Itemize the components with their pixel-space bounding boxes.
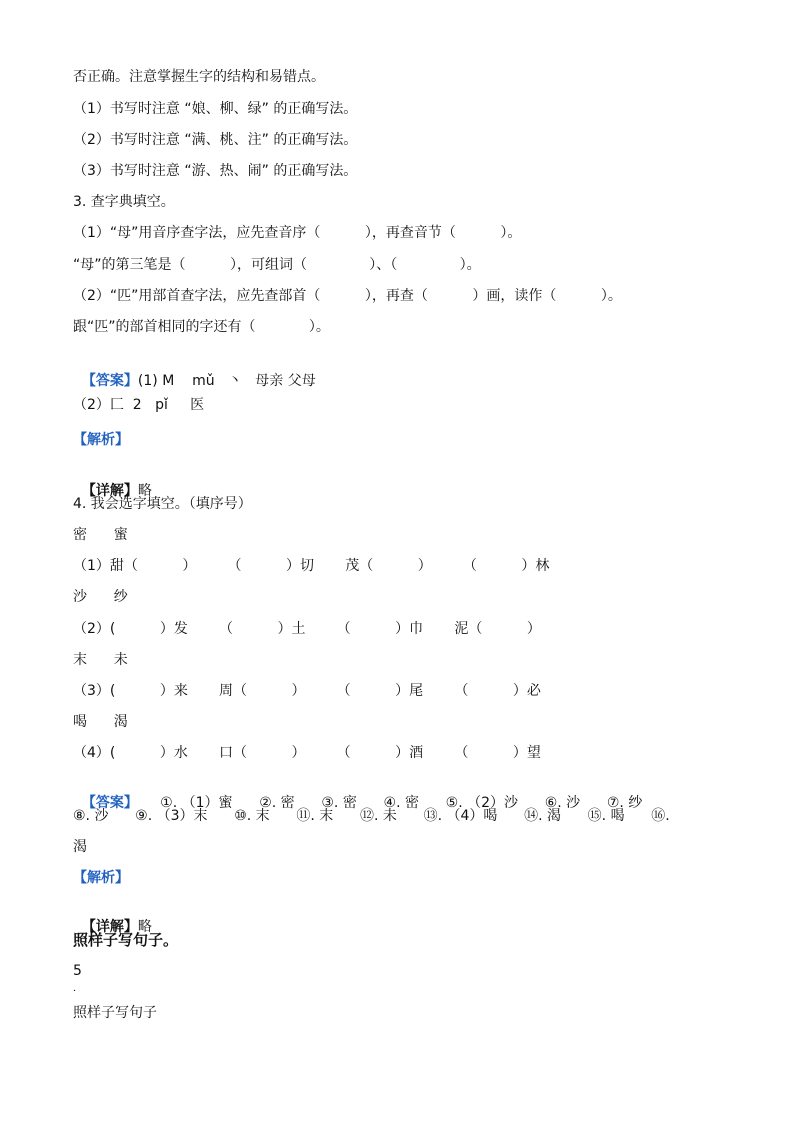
detail-label: 【详解】 xyxy=(81,483,138,499)
answer-label: 【答案】 xyxy=(81,373,138,389)
answer-text: ①. （1）蜜 ②. 密 ③. 密 ④. 密 ⑤. （2）沙 ⑥. 沙 ⑦. 纱 xyxy=(137,795,643,811)
section-heading: 照样子写句子。 xyxy=(73,931,179,949)
text-line: （1）书写时注意 “娘、柳、绿” 的正确写法。 xyxy=(73,101,358,117)
question-line: 跟“匹”的部首相同的字还有（ ）。 xyxy=(73,319,330,335)
analysis-label: 【解析】 xyxy=(73,870,129,886)
question-title: 3. 查字典填空。 xyxy=(73,194,175,210)
answer-label: 【答案】 xyxy=(81,795,138,811)
char-pair: 喝 渴 xyxy=(73,714,128,730)
char-pair: 沙 纱 xyxy=(73,589,128,605)
text-line: （3）书写时注意 “游、热、闹” 的正确写法。 xyxy=(73,163,358,179)
question-number: 5 xyxy=(73,963,82,979)
detail-label: 【详解】 xyxy=(81,919,138,935)
answer-text: (1) M mǔ 丶 母亲 父母 xyxy=(137,373,316,389)
question-line: （1）甜（ ） （ ）切 茂（ ） （ ）林 xyxy=(73,558,550,574)
text-line: 否正确。注意掌握生字的结构和易错点。 xyxy=(73,69,325,85)
question-line: （2）“匹”用部首查字法，应先查部首（ ），再查（ ）画，读作（ ）。 xyxy=(73,288,622,304)
question-title: 4. 我会选字填空。（填序号） xyxy=(73,496,252,512)
answer-line: （2）匚 2 pǐ 医 xyxy=(73,397,205,413)
question-number-dot: ． xyxy=(73,983,83,994)
char-pair: 末 未 xyxy=(73,652,128,668)
question-line: （1）“母”用音序查字法，应先查音序（ ），再查音节（ ）。 xyxy=(73,225,522,241)
detail-text: 略 xyxy=(137,919,152,935)
answer-line: ⑧. 沙 ⑨. （3）末 ⑩. 末 ⑪. 末 ⑫. 未 ⑬. （4）喝 ⑭. 渴 ⑮. 喝 ⑯. xyxy=(73,808,670,824)
question-line: （2）( ）发 （ ）土 （ ）巾 泥（ ） xyxy=(73,621,541,637)
question-line: “母”的第三笔是（ ），可组词（ ）、（ ）。 xyxy=(73,257,481,273)
char-pair: 密 蜜 xyxy=(73,527,128,543)
question-line: （3）( ）来 周（ ） （ ）尾 （ ）必 xyxy=(73,683,541,699)
text-line: （2）书写时注意 “满、桃、注” 的正确写法。 xyxy=(73,132,358,148)
question-subtitle: 照样子写句子 xyxy=(73,1005,157,1021)
answer-line: 渴 xyxy=(73,839,87,855)
detail-text: 略 xyxy=(137,483,152,499)
answer-line xyxy=(73,354,316,390)
analysis-label: 【解析】 xyxy=(73,432,129,448)
question-line: （4）( ）水 口（ ） （ ）酒 （ ）望 xyxy=(73,745,541,761)
